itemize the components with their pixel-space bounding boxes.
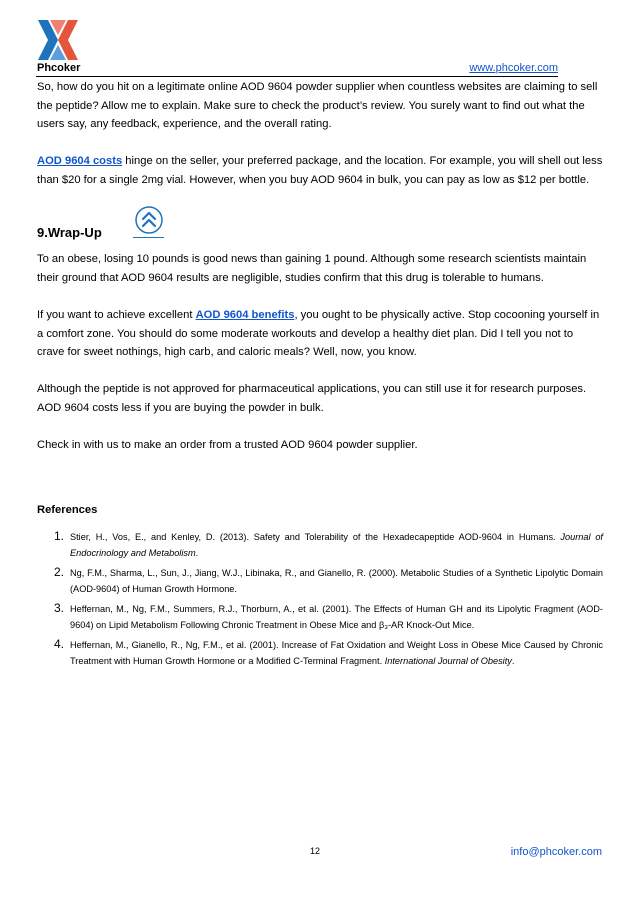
header-website-link[interactable]: www.phcoker.com	[469, 62, 558, 74]
footer-email-link[interactable]: info@phcoker.com	[510, 846, 602, 858]
phcoker-logo-icon	[36, 18, 80, 62]
paragraph-approval: Although the peptide is not approved for pharmaceutical applications, you can still use it for research purposes. AOD 9604 costs less if you are buying the powder in bulk.	[37, 383, 587, 414]
paragraph-obese: To an obese, losing 10 pounds is good news than gaining 1 pound. Although some research scientists maintain their ground that AOD 9604 results are negligible, studies confirm that this drug is tolerable to humans.	[37, 253, 587, 284]
header-brand: Phcoker	[37, 62, 81, 74]
double-chevron-up-icon[interactable]	[135, 206, 163, 234]
references-title: References	[37, 503, 98, 516]
reference-item: 4. Heffernan, M., Gianello, R., Ng, F.M., et al. (2001). Increase of Fat Oxidation and Weight Loss in Obese Mice Caused by Chronic Treatment with Human Growth Hormone or a Modified C-Terminal Fragment. International Journal of Obesity.	[54, 637, 603, 667]
references-list	[37, 529, 603, 669]
paragraph-check-in: Check in with us to make an order from a trusted AOD 9604 powder supplier.	[37, 439, 418, 452]
aod-benefits-link[interactable]: AOD 9604 benefits	[195, 308, 295, 321]
header-divider	[36, 76, 558, 77]
section-title: 9.Wrap-Up	[37, 225, 102, 241]
reference-item: 2. Ng, F.M., Sharma, L., Sun, J., Jiang, W.J., Libinaka, R., and Gianello, R. (2000). Metabolic Studies of a Synthetic Lipolytic Domain (AOD-9604) of Human Growth Hormone.	[54, 565, 603, 595]
page-number: 12	[310, 846, 321, 856]
back-to-top-underline	[133, 237, 164, 238]
aod-costs-link[interactable]: AOD 9604 costs	[37, 155, 123, 168]
paragraph-benefits: If you want to achieve excellent AOD 9604 benefits, you ought to be physically active. Stop cocooning yourself in a comfort zone. You should do some moderate workouts and develop a healthy diet plan. Did I tell you not to crave for sweet nothings, high carb, and caloric meals? Well, now, you know.	[37, 308, 600, 359]
document-body	[37, 78, 603, 673]
reference-item: 3. Heffernan, M., Ng, F.M., Summers, R.J., Thorburn, A., et al. (2001). The Effects of Human GH and its Lipolytic Fragment (AOD-9604) on Lipid Metabolism Following Chronic Treatment in Obese Mice and β₃-AR Knock-Out Mice.	[54, 601, 603, 631]
section-heading-wrap-up	[37, 208, 603, 248]
paragraph-costs: AOD 9604 costs hinge on the seller, your preferred package, and the location. For example, you will shell out less than $20 for a single 2mg vial. However, when you buy AOD 9604 in bulk, you can pay as low as $12 per bottle.	[37, 155, 603, 186]
paragraph-supplier: So, how do you hit on a legitimate online AOD 9604 powder supplier when countless websites are claiming to sell the peptide? Allow me to explain. Make sure to check the product’s review. You surely want to find out what the users say, any feedback, experience, and the overall rating.	[37, 81, 598, 131]
reference-item: 1. Stier, H., Vos, E., and Kenley, D. (2013). Safety and Tolerability of the Hexadecapeptide AOD-9604 in Humans. Journal of Endocrinology and Metabolism.	[54, 529, 603, 559]
